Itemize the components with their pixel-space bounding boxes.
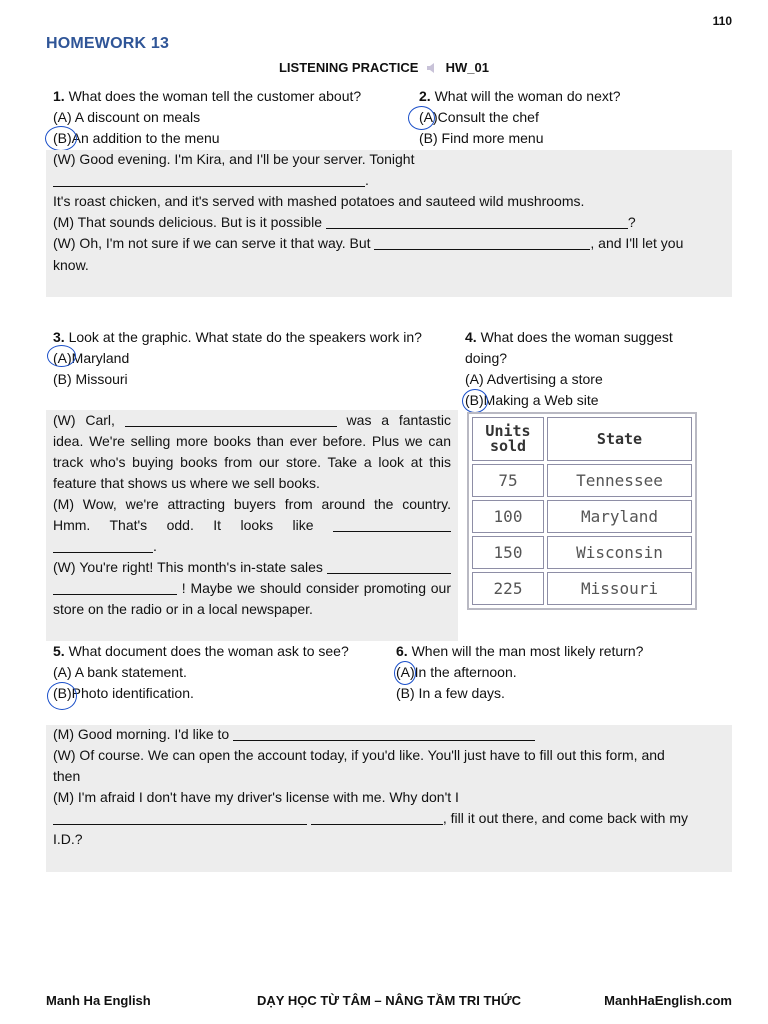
transcript-3-line-5-end: , fill it out there, and come back with my xyxy=(442,810,688,826)
transcript-1-line-3: It's roast chicken, and it's served with mashed potatoes and sauteed wild mushrooms. xyxy=(53,193,585,209)
question-5-text: What document does the woman ask to see? xyxy=(68,643,349,659)
option-b-label: (B) xyxy=(53,130,72,146)
transcript-3-line-4: (M) I'm afraid I don't have my driver's license with me. Why don't I xyxy=(53,789,459,805)
question-5 xyxy=(53,641,349,662)
transcript-1-line-4-end: ? xyxy=(627,214,636,230)
fill-blank[interactable] xyxy=(327,559,451,574)
question-2-option-a[interactable] xyxy=(419,107,539,128)
question-4-text: What does the woman suggest xyxy=(480,329,673,345)
table-row xyxy=(472,536,692,569)
question-4-option-b[interactable] xyxy=(465,390,599,411)
footer-brand: Manh Ha English xyxy=(46,993,151,1008)
transcript-3-line-6: I.D.? xyxy=(53,831,83,847)
option-b-label: (B) xyxy=(53,685,72,701)
transcript-2-paragraph-1 xyxy=(53,410,451,494)
fill-blank[interactable] xyxy=(326,214,628,229)
transcript-2-p3-start: (W) You're right! This month's in-state sales xyxy=(53,559,323,575)
question-3-text: Look at the graphic. What state do the speakers work in? xyxy=(68,329,422,345)
fill-blank[interactable] xyxy=(53,580,177,595)
transcript-2-p3-end: ! Maybe we should consider promoting our store on the radio or in a local newspaper. xyxy=(53,580,451,617)
fill-blank[interactable] xyxy=(53,810,307,825)
units-cell: 150 xyxy=(472,536,544,569)
question-6-text: When will the man most likely return? xyxy=(411,643,644,659)
transcript-2-p1-end: was a fantastic idea. We're selling more books than ever before. Plus we can track who's buying books from our store. Take a look at this feature that shows us where we sell books. xyxy=(53,412,451,491)
units-cell: 100 xyxy=(472,500,544,533)
homework-title: HOMEWORK 13 xyxy=(46,35,170,52)
transcript-1-line-5-end: , and I'll let you xyxy=(590,235,684,251)
transcript-1-line-1: (W) Good evening. I'm Kira, and I'll be your server. Tonight xyxy=(53,151,415,167)
footer-website[interactable]: ManhHaEnglish.com xyxy=(604,993,732,1008)
question-3-number: 3. xyxy=(53,329,65,345)
state-cell: Wisconsin xyxy=(547,536,692,569)
speaker-icon[interactable] xyxy=(426,63,438,73)
question-1-option-a[interactable]: (A) A discount on meals xyxy=(53,109,201,125)
question-2-text: What will the woman do next? xyxy=(434,88,621,104)
practice-code: HW_01 xyxy=(445,60,489,75)
question-6-number: 6. xyxy=(396,643,408,659)
question-4-number: 4. xyxy=(465,329,477,345)
units-sold-table xyxy=(467,412,697,610)
transcript-3-line-1-start: (M) Good morning. I'd like to xyxy=(53,726,230,742)
page-number: 110 xyxy=(712,14,732,28)
transcript-2 xyxy=(53,410,451,620)
table-row xyxy=(472,500,692,533)
option-a-label: (A) xyxy=(53,350,72,366)
option-a-text: In the afternoon. xyxy=(414,664,517,680)
option-b-text: Making a Web site xyxy=(483,392,599,408)
fill-blank[interactable] xyxy=(333,517,451,532)
question-6-option-b[interactable]: (B) In a few days. xyxy=(396,685,505,701)
option-b-text: An addition to the menu xyxy=(71,130,220,146)
transcript-1-line-6: know. xyxy=(53,257,89,273)
option-a-text: Consult the chef xyxy=(437,109,539,125)
transcript-1-line-2-end: . xyxy=(365,172,369,188)
state-cell: Tennessee xyxy=(547,464,692,497)
question-1-option-b[interactable] xyxy=(53,128,220,149)
option-a-label: (A) xyxy=(419,109,438,125)
state-cell: Missouri xyxy=(547,572,692,605)
table-row xyxy=(472,464,692,497)
transcript-1-line-2 xyxy=(53,170,369,191)
column-header-state: State xyxy=(547,417,692,461)
question-4-text-cont: doing? xyxy=(465,350,508,366)
transcript-2-p2-start: (M) Wow, we're attracting buyers from around the country. Hmm. That's odd. It looks like xyxy=(53,496,451,533)
option-a-label: (A) xyxy=(396,664,415,680)
question-4 xyxy=(465,327,673,348)
option-a-text: Maryland xyxy=(71,350,130,366)
question-3-option-a[interactable] xyxy=(53,348,129,369)
question-6-option-a[interactable] xyxy=(396,662,517,683)
units-cell: 225 xyxy=(472,572,544,605)
question-5-number: 5. xyxy=(53,643,65,659)
transcript-3-line-3: then xyxy=(53,768,81,784)
state-cell: Maryland xyxy=(547,500,692,533)
practice-title-text: LISTENING PRACTICE xyxy=(278,60,419,75)
transcript-3-line-1 xyxy=(53,724,535,745)
question-5-option-b[interactable] xyxy=(53,683,194,704)
transcript-3-line-5 xyxy=(53,808,688,829)
fill-blank[interactable] xyxy=(233,726,535,741)
column-header-units-sold: Units sold xyxy=(472,417,544,461)
question-1-text: What does the woman tell the customer about? xyxy=(68,88,362,104)
table-row xyxy=(472,572,692,605)
fill-blank[interactable] xyxy=(53,538,153,553)
transcript-2-p2-end: . xyxy=(153,538,157,554)
question-1 xyxy=(53,86,361,107)
question-2 xyxy=(419,86,621,107)
question-2-option-b[interactable]: (B) Find more menu xyxy=(419,130,544,146)
fill-blank[interactable] xyxy=(125,412,337,427)
transcript-1-line-4-start: (M) That sounds delicious. But is it possible xyxy=(53,214,322,230)
question-6 xyxy=(396,641,643,662)
transcript-1-line-4 xyxy=(53,212,636,233)
units-cell: 75 xyxy=(472,464,544,497)
fill-blank[interactable] xyxy=(311,810,443,825)
fill-blank[interactable] xyxy=(374,235,590,250)
question-3 xyxy=(53,327,422,348)
table-header-row xyxy=(472,417,692,461)
transcript-3-line-2: (W) Of course. We can open the account today, if you'd like. You'll just have to fill out this form, and xyxy=(53,747,665,763)
footer-slogan: DẠY HỌC TỪ TÂM – NÂNG TẦM TRI THỨC xyxy=(257,993,521,1008)
transcript-1-line-5 xyxy=(53,233,683,254)
option-b-label: (B) xyxy=(465,392,484,408)
question-3-option-b[interactable]: (B) Missouri xyxy=(53,371,128,387)
question-5-option-a[interactable]: (A) A bank statement. xyxy=(53,664,187,680)
fill-blank[interactable] xyxy=(53,172,365,187)
transcript-2-p1-start: (W) Carl, xyxy=(53,412,115,428)
question-4-option-a[interactable]: (A) Advertising a store xyxy=(465,371,603,387)
question-2-number: 2. xyxy=(419,88,431,104)
transcript-1-line-5-start: (W) Oh, I'm not sure if we can serve it that way. But xyxy=(53,235,371,251)
practice-title xyxy=(0,60,768,75)
transcript-2-paragraph-3 xyxy=(53,557,451,620)
option-b-text: Photo identification. xyxy=(71,685,194,701)
question-1-number: 1. xyxy=(53,88,65,104)
transcript-2-paragraph-2 xyxy=(53,494,451,557)
